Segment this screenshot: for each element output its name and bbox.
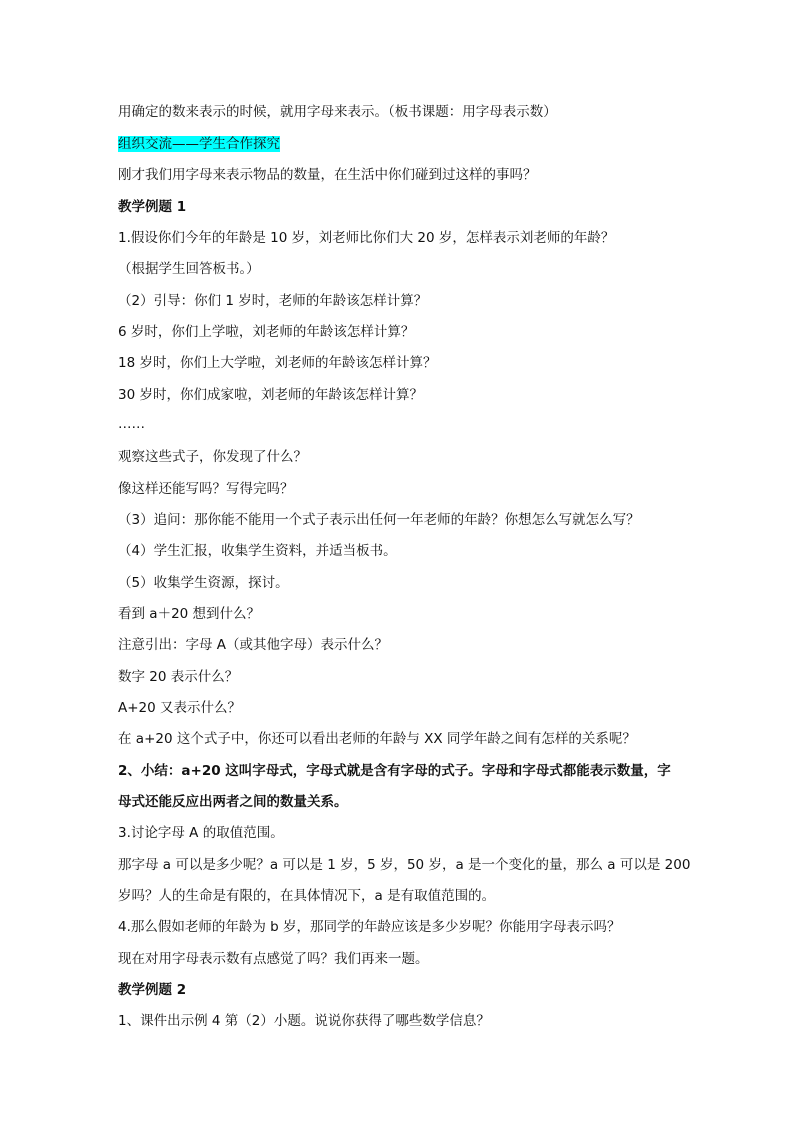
- text-line-9: 18 岁时，你们上大学啦，刘老师的年龄该怎样计算？: [118, 355, 437, 371]
- text-line-18: 注意引出：字母 A（或其他字母）表示什么？: [118, 637, 389, 653]
- text-line-6: （根据学生回答板书。）: [118, 261, 260, 277]
- summary-line-2: 母式还能反应出两者之间的数量关系。: [118, 794, 348, 810]
- text-line-16: （5）收集学生资源，探讨。: [118, 575, 289, 591]
- text-line-14: （3）追问：那你能不能用一个式子表示出任何一年老师的年龄？你想怎么写就怎么写？: [118, 512, 640, 528]
- text-line-12: 观察这些式子，你发现了什么？: [118, 449, 307, 465]
- section-heading-highlighted: [118, 135, 280, 153]
- text-line-25: 那字母 a 可以是多少呢？a 可以是 1 岁，5 岁，50 岁，a 是一个变化的量，那么 a 可以是 200: [118, 857, 691, 873]
- summary-line-1: 2、小结：a+20 这叫字母式，字母式就是含有字母的式子。字母和字母式都能表示数量，字: [118, 763, 671, 779]
- highlighted-text: 组织交流——学生合作探究: [118, 136, 280, 152]
- text-line-3: 刚才我们用字母来表示物品的数量，在生活中你们碰到过这样的事吗？: [118, 167, 537, 183]
- example-heading-1: 教学例题 1: [118, 199, 187, 215]
- example-heading-2: 教学例题 2: [118, 982, 187, 998]
- text-line-1: 用确定的数来表示的时候，就用字母来表示。（板书课题：用字母表示数）: [118, 104, 557, 120]
- text-line-30: 1、课件出示例 4 第（2）小题。说说你获得了哪些数学信息？: [118, 1013, 490, 1029]
- text-line-28: 现在对用字母表示数有点感觉了吗？我们再来一题。: [118, 951, 429, 967]
- text-line-13: 像这样还能写吗？写得完吗？: [118, 481, 294, 497]
- text-line-24: 3.讨论字母 A 的取值范围。: [118, 825, 284, 841]
- text-line-17: 看到 a＋20 想到什么？: [118, 606, 261, 622]
- text-line-15: （4）学生汇报，收集学生资料，并适当板书。: [118, 543, 397, 559]
- text-line-26: 岁吗？人的生命是有限的，在具体情况下，a 是有取值范围的。: [118, 888, 496, 904]
- text-line-5: 1.假设你们今年的年龄是 10 岁，刘老师比你们大 20 岁，怎样表示刘老师的年龄？: [118, 230, 615, 246]
- text-line-21: 在 a+20 这个式子中，你还可以看出老师的年龄与 XX 同学年龄之间有怎样的关系呢？: [118, 731, 636, 747]
- text-line-27: 4.那么假如老师的年龄为 b 岁，那同学的年龄应该是多少岁呢？你能用字母表示吗？: [118, 919, 621, 935]
- text-line-7: （2）引导：你们 1 岁时，老师的年龄该怎样计算？: [118, 293, 428, 309]
- ellipsis-line: ……: [118, 416, 145, 432]
- text-line-20: A+20 又表示什么？: [118, 700, 242, 716]
- text-line-8: 6 岁时，你们上学啦，刘老师的年龄该怎样计算？: [118, 324, 415, 340]
- text-line-19: 数字 20 表示什么？: [118, 669, 239, 685]
- text-line-10: 30 岁时，你们成家啦，刘老师的年龄该怎样计算？: [118, 387, 423, 403]
